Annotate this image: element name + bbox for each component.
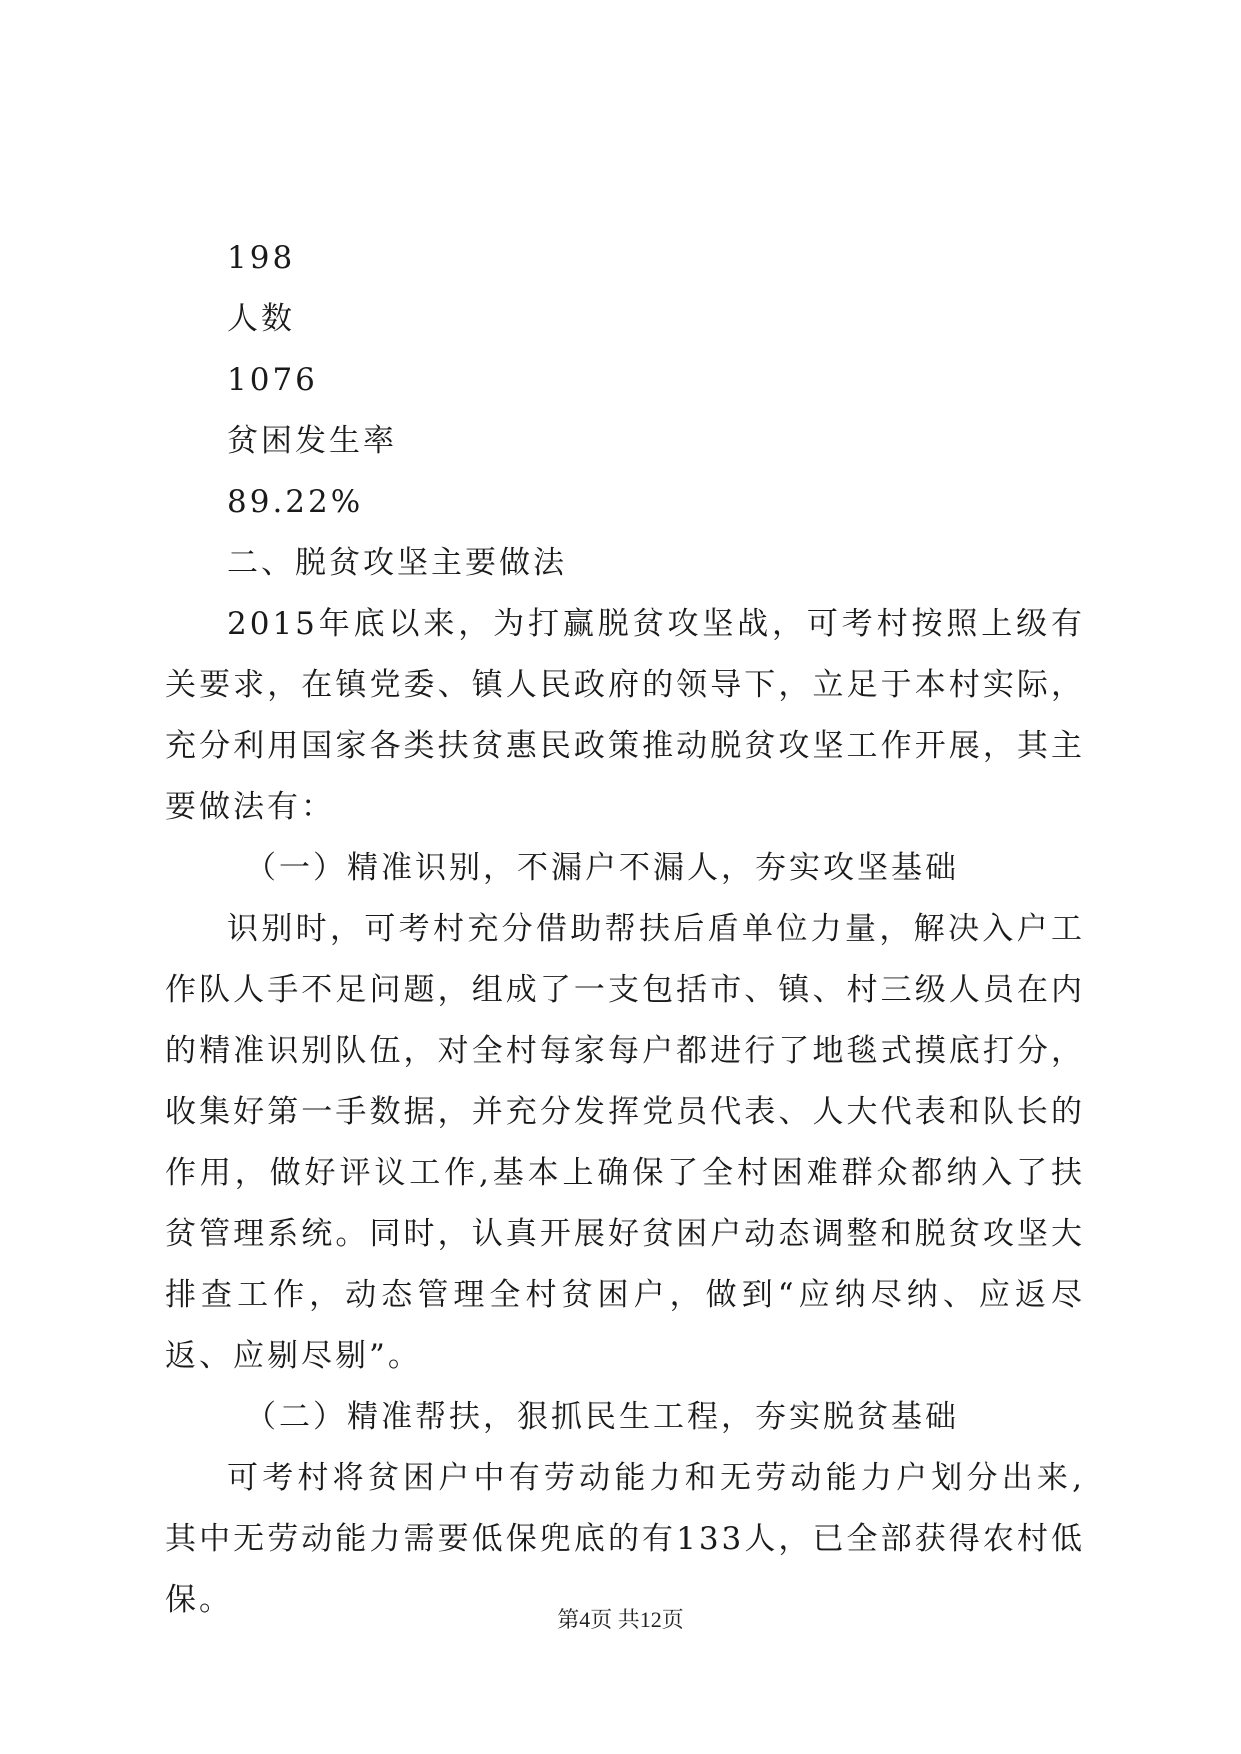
table-label-population: 人数	[227, 301, 295, 337]
table-value-population: 1076	[227, 362, 318, 398]
document-body	[165, 228, 1085, 1631]
subheading-precise-assistance: （二）精准帮扶，狠抓民生工程，夯实脱贫基础	[245, 1399, 959, 1435]
subheading-precise-identification: （一）精准识别，不漏户不漏人，夯实攻坚基础	[245, 850, 959, 886]
table-value-poverty-rate: 89.22%	[227, 484, 364, 520]
assistance-paragraph: 可考村将贫困户中有劳动能力和无劳动能力户划分出来,其中无劳动能力需要低保兜底的有133人，已全部获得农村低保。	[165, 1460, 1085, 1618]
table-label-poverty-rate: 贫困发生率	[227, 423, 397, 459]
table-value-households: 198	[227, 240, 296, 276]
page-number-indicator: 第4页 共12页	[557, 1607, 684, 1632]
section-heading: 二、脱贫攻坚主要做法	[227, 545, 567, 581]
page-footer	[0, 1605, 1241, 1635]
intro-paragraph: 2015年底以来，为打赢脱贫攻坚战，可考村按照上级有关要求，在镇党委、镇人民政府的领导下，立足于本村实际，充分利用国家各类扶贫惠民政策推动脱贫攻坚工作开展，其主要做法有：	[165, 606, 1085, 825]
identification-paragraph: 识别时，可考村充分借助帮扶后盾单位力量，解决入户工作队人手不足问题，组成了一支包括市、镇、村三级人员在内的精准识别队伍，对全村每家每户都进行了地毯式摸底打分，收集好第一手数据，并充分发挥党员代表、人大代表和队长的作用，做好评议工作,基本上确保了全村困难群众都纳入了扶贫管理系统。同时，认真开展好贫困户动态调整和脱贫攻坚大排查工作，动态管理全村贫困户，做到“应纳尽纳、应返尽返、应剔尽剔”。	[165, 911, 1085, 1374]
